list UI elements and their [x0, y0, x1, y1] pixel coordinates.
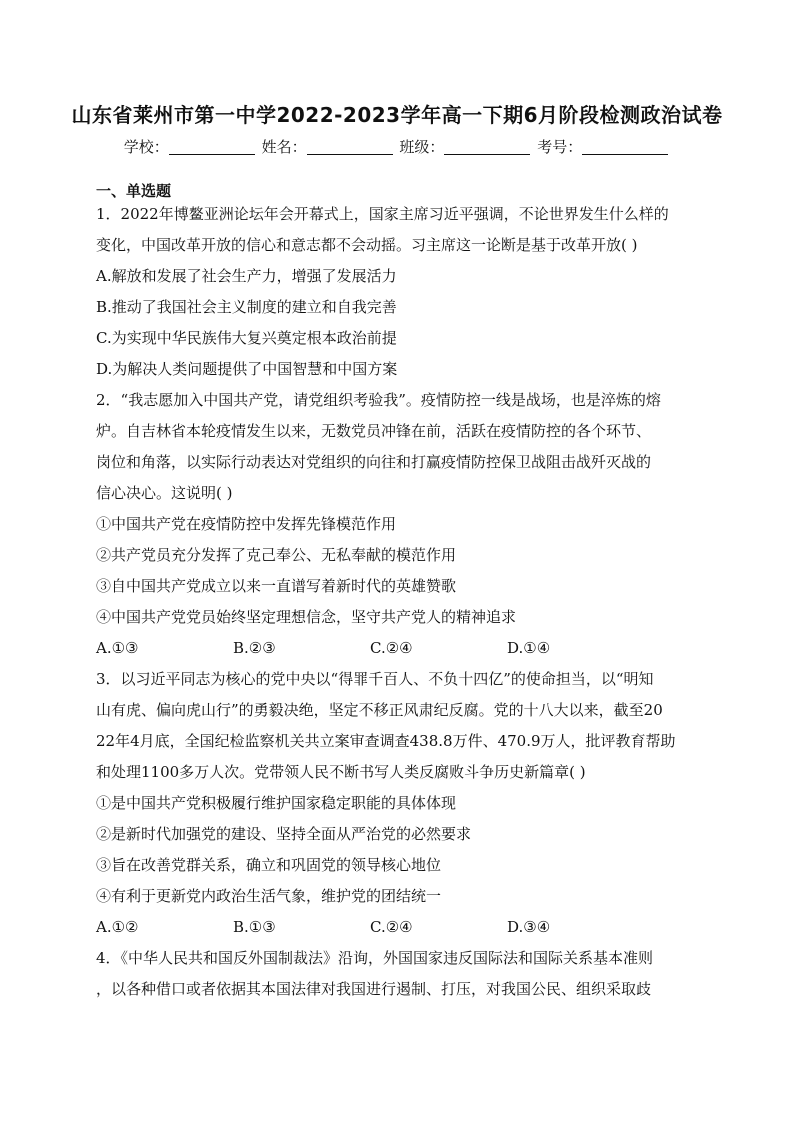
question-4-stem-line: 4．《中华人民共和国反外国制裁法》沿询，外国国家违反国际法和国际关系基本准则	[96, 949, 654, 967]
question-2-option-b: B.②③	[233, 639, 276, 657]
class-blank[interactable]	[444, 140, 530, 155]
question-1-option-c: C.为实现中华民族伟大复兴奠定根本政治前提	[96, 329, 397, 347]
question-3-statement-3: ③旨在改善党群关系，确立和巩固党的领导核心地位	[96, 856, 442, 874]
question-2-stem-line: 炉。自吉林省本轮疫情发生以来，无数党员冲锋在前，活跃在疫情防控的各个环节、	[96, 422, 652, 440]
question-2-stem-line: 2．“我志愿加入中国共产党，请党组织考验我”。疫情防控一线是战场，也是淬炼的熔	[96, 391, 661, 409]
question-1-stem-line: 1．2022年博鳌亚洲论坛年会开幕式上，国家主席习近平强调，不论世界发生什么样的	[96, 205, 669, 223]
exam-number-label: 考号：	[537, 138, 583, 156]
question-3-options	[96, 917, 644, 937]
exam-number-blank[interactable]	[582, 140, 668, 155]
question-3-option-a: A.①②	[96, 918, 139, 936]
question-3-stem-line: 22年4月底，全国纪检监察机关共立案审查调查438.8万件、470.9万人，批评教育帮助	[96, 732, 676, 750]
question-3-stem-line: 和处理1100多万人次。党带领人民不断书写人类反腐败斗争历史新篇章( )	[96, 763, 586, 781]
question-2-statement-3: ③自中国共产党成立以来一直谱写着新时代的英雄赞歌	[96, 577, 457, 595]
question-3-option-b: B.①③	[233, 918, 276, 936]
question-2-statement-1: ①中国共产党在疫情防控中发挥先锋模范作用	[96, 515, 397, 533]
name-label: 姓名：	[261, 138, 307, 156]
question-3-option-c: C.②④	[370, 918, 413, 936]
question-4-stem-line: ，以各种借口或者依据其本国法律对我国进行遏制、打压，对我国公民、组织采取歧	[96, 980, 652, 998]
question-2-option-d: D.①④	[507, 639, 551, 657]
question-3-statement-4: ④有利于更新党内政治生活气象，维护党的团结统一	[96, 887, 442, 905]
class-label: 班级：	[399, 138, 445, 156]
question-3-statement-2: ②是新时代加强党的建设、坚持全面从严治党的必然要求	[96, 825, 472, 843]
question-2-options	[96, 638, 644, 658]
question-2-statement-4: ④中国共产党党员始终坚定理想信念，坚守共产党人的精神追求	[96, 608, 517, 626]
name-blank[interactable]	[307, 140, 393, 155]
question-2-stem-line: 岗位和角落，以实际行动表达对党组织的向往和打赢疫情防控保卫战阻击战歼灭战的	[96, 453, 652, 471]
question-3-stem-line: 山有虎、偏向虎山行”的勇毅决绝，坚定不移正风肃纪反腐。党的十八大以来，截至20	[96, 701, 663, 719]
question-2-stem-line: 信心决心。这说明( )	[96, 484, 233, 502]
question-3-option-d: D.③④	[507, 918, 551, 936]
question-3-stem-line: 3．以习近平同志为核心的党中央以“得罪千百人、不负十四亿”的使命担当，以“明知	[96, 670, 654, 688]
question-1-option-a: A.解放和发展了社会生产力，增强了发展活力	[96, 267, 397, 285]
section-heading: 一、单选题	[96, 182, 172, 200]
question-1-option-b: B.推动了我国社会主义制度的建立和自我完善	[96, 298, 397, 316]
question-3-statement-1: ①是中国共产党积极履行维护国家稳定职能的具体体现	[96, 794, 457, 812]
exam-title: 山东省莱州市第一中学2022-2023学年高一下期6月阶段检测政治试卷	[71, 103, 723, 127]
question-2-statement-2: ②共产党员充分发挥了克己奉公、无私奉献的模范作用	[96, 546, 457, 564]
question-2-option-a: A.①③	[96, 639, 139, 657]
school-label: 学校：	[123, 138, 169, 156]
question-1-stem-line: 变化，中国改革开放的信心和意志都不会动摇。习主席这一论断是基于改革开放( )	[96, 236, 638, 254]
student-info-row	[0, 136, 794, 157]
question-2-option-c: C.②④	[370, 639, 413, 657]
school-blank[interactable]	[169, 140, 255, 155]
question-1-option-d: D.为解决人类问题提供了中国智慧和中国方案	[96, 360, 398, 378]
